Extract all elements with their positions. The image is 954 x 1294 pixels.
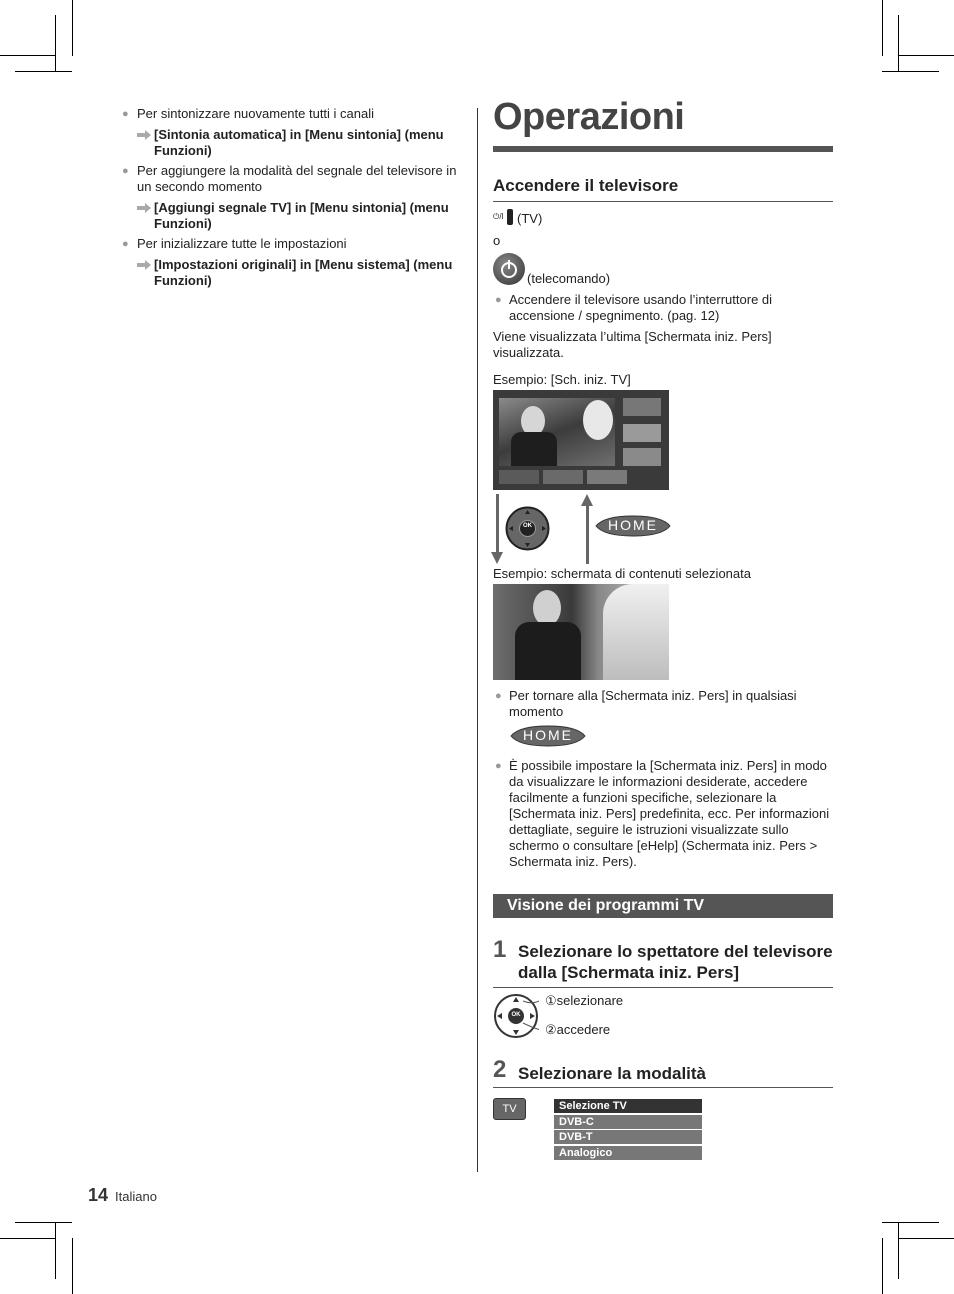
bullet-item	[493, 688, 833, 720]
person-figure	[583, 400, 613, 440]
example-caption: Esempio: schermata di contenuti selezionata	[493, 566, 751, 581]
crop-mark	[15, 1222, 72, 1223]
bullet-text: Per aggiungere la modalità del segnale del televisore in un secondo momento	[137, 163, 457, 194]
home-button[interactable]	[594, 514, 672, 538]
step-number: 2	[493, 1056, 507, 1083]
power-icon	[493, 253, 525, 285]
language-label: Italiano	[115, 1189, 157, 1204]
section-heading: Accendere il televisore	[493, 176, 833, 202]
ok-label: OK	[511, 1012, 521, 1018]
crop-mark	[898, 15, 899, 72]
column-divider	[477, 108, 478, 1172]
remote-label: (telecomando)	[527, 271, 611, 286]
step-text: Selezionare lo spettatore del televisore dalla [Schermata iniz. Pers]	[518, 942, 833, 982]
crop-mark	[898, 55, 954, 56]
tile	[623, 398, 661, 416]
tv-button[interactable]: TV	[493, 1098, 526, 1120]
arrow-down-icon	[490, 494, 504, 564]
bullet-text: Accendere il televisore usando l’interruttore di accensione / spegnimento. (pag. 12)	[509, 292, 773, 323]
bullet-dot-icon: ●	[495, 760, 502, 772]
ok-dpad-button[interactable]	[505, 506, 550, 551]
crop-mark	[898, 1222, 899, 1279]
bullet-text: È possibile impostare la [Schermata iniz. Pers] in modo da visualizzare le informazioni desiderate, accedere facilmente a funzioni specifiche, selezionare la [Schermata iniz. Pers] predefinita, ecc. Per informazioni dettagliate, seguire le istruzioni visualizzate sullo schermo o consultare [eHelp] (Schermata iniz. Pers > Schermata iniz. Pers).	[509, 758, 830, 869]
menu-item-analogico[interactable]: Analogico	[554, 1146, 702, 1160]
example-caption: Esempio: [Sch. iniz. TV]	[493, 372, 631, 387]
body-text: Viene visualizzata l’ultima [Schermata iniz. Pers] visualizzata.	[493, 329, 772, 360]
tile	[543, 470, 583, 484]
or-text: o	[493, 233, 501, 248]
crop-mark	[15, 71, 72, 72]
tv-label: (TV)	[517, 211, 543, 226]
remote-power-button[interactable]	[493, 253, 525, 285]
list-item	[120, 106, 465, 159]
tile	[499, 470, 539, 484]
section-heading: Visione dei programmi TV	[507, 897, 705, 914]
crop-mark	[898, 1238, 954, 1239]
step-underline	[493, 987, 833, 988]
select-label: selezionare	[556, 993, 624, 1008]
menu-item-dvb-c[interactable]: DVB-C	[554, 1115, 702, 1129]
home-screen-image	[493, 390, 669, 490]
home-label: HOME	[523, 727, 573, 743]
content-screen-image	[493, 584, 669, 680]
arrow-right-icon	[137, 203, 151, 213]
crop-mark	[0, 55, 56, 56]
tv-power-line	[493, 209, 833, 227]
action-text: [Aggiungi segnale TV] in [Menu sintonia] (menu Funzioni)	[154, 200, 449, 231]
tile	[623, 424, 661, 442]
crop-mark	[882, 0, 883, 56]
home-button[interactable]	[509, 724, 587, 748]
crop-mark	[882, 1238, 883, 1294]
bullet-dot-icon: ●	[495, 294, 502, 306]
person-figure	[511, 432, 557, 466]
dpad-button[interactable]	[493, 993, 539, 1039]
menu-title: Selezione TV	[554, 1099, 702, 1113]
crop-mark	[55, 15, 56, 72]
bullet-dot-icon: ●	[495, 690, 502, 702]
step-text: Selezionare la modalità	[518, 1064, 707, 1083]
crop-mark	[72, 1238, 73, 1294]
tv-power-symbol: ⏻/I	[493, 212, 504, 221]
page-title: Operazioni	[493, 96, 685, 138]
bullet-text: Per sintonizzare nuovamente tutti i canali	[137, 106, 375, 121]
menu-item-dvb-t[interactable]: DVB-T	[554, 1130, 702, 1144]
section-heading-bar	[493, 894, 833, 918]
left-column	[120, 106, 465, 289]
step-marker: ①	[545, 993, 557, 1008]
ok-label: OK	[523, 523, 532, 529]
person-figure	[515, 622, 581, 680]
arrow-up-icon	[580, 494, 594, 564]
crop-mark	[0, 1238, 56, 1239]
list-item	[120, 163, 465, 232]
step-underline	[493, 1087, 833, 1088]
action-text: [Sintonia automatica] in [Menu sintonia] (menu Funzioni)	[154, 127, 444, 158]
select-instruction	[545, 993, 745, 1009]
tile	[587, 470, 627, 484]
bullet-dot-icon: ●	[122, 165, 129, 177]
person-figure	[533, 590, 561, 626]
bullet-item	[493, 758, 833, 870]
bullet-dot-icon: ●	[122, 108, 129, 120]
power-switch-icon	[507, 209, 513, 225]
crop-mark	[72, 0, 73, 56]
arrow-right-icon	[137, 260, 151, 270]
enter-label: accedere	[556, 1022, 611, 1037]
step-marker: ②	[545, 1022, 557, 1037]
tile	[623, 448, 661, 466]
bullet-dot-icon: ●	[122, 238, 129, 250]
crop-mark	[55, 1222, 56, 1279]
crop-mark	[882, 1222, 939, 1223]
page-number: 14	[88, 1185, 109, 1205]
enter-instruction	[545, 1022, 745, 1038]
bullet-item	[493, 292, 833, 324]
crop-mark	[882, 71, 939, 72]
title-underline	[493, 146, 833, 152]
step-number: 1	[493, 936, 507, 963]
list-item	[120, 236, 465, 289]
action-text: [Impostazioni originali] in [Menu sistema] (menu Funzioni)	[154, 257, 453, 288]
person-figure	[603, 584, 669, 680]
home-label: HOME	[608, 517, 658, 533]
bullet-text: Per tornare alla [Schermata iniz. Pers] in qualsiasi momento	[509, 688, 797, 719]
bullet-text: Per inizializzare tutte le impostazioni	[137, 236, 347, 251]
arrow-right-icon	[137, 130, 151, 140]
